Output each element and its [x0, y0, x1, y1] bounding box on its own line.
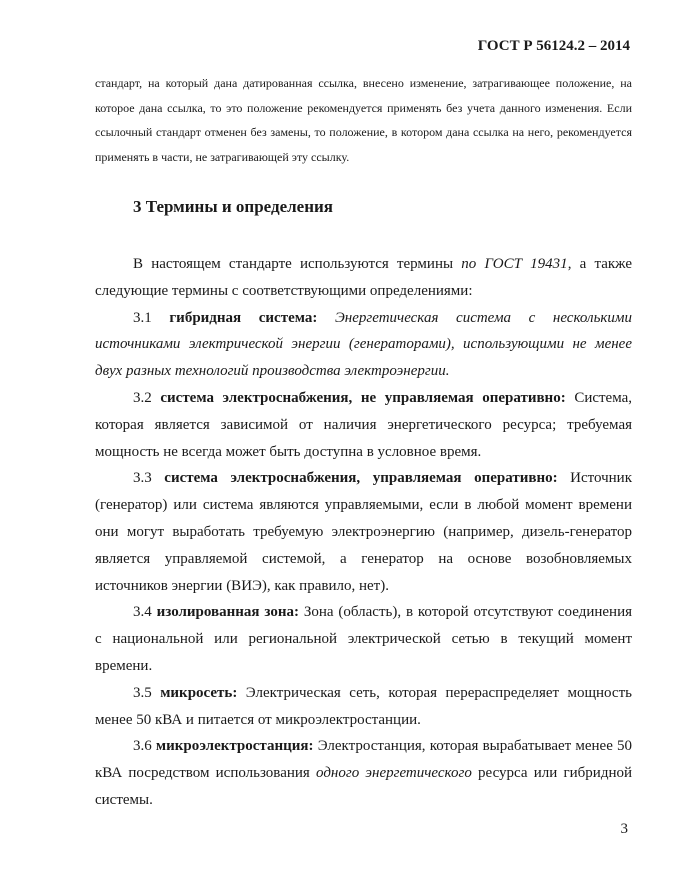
- term-3-4: [95, 599, 632, 679]
- term-number: 3.3: [133, 470, 152, 487]
- term-3-2: [95, 385, 632, 465]
- term-number: 3.4: [133, 604, 152, 621]
- term-name: система электроснабжения, не управляемая оперативно:: [160, 389, 566, 406]
- term-definition: Электрическая сеть, которая перераспределяет мощность менее 50 кВА и питается от микроэлектростанции.: [95, 684, 632, 728]
- term-definition-end: ресурса или гибридной системы.: [95, 765, 633, 808]
- term-number: 3.1: [133, 309, 152, 326]
- term-definition: Источник (генератор) или система являются управляемыми, если в любой момент времени они могут выработать требуемую электроэнергию (например, дизель-генератор является управляемой системой, а генератор на основе возобновляемых источников энергии (ВИЭ), как правило, нет).: [95, 470, 632, 594]
- section-title: 3 Термины и определения: [133, 197, 334, 216]
- term-3-5: [95, 680, 632, 734]
- lead-reference: по ГОСТ 19431: [461, 256, 568, 272]
- intro-paragraph: стандарт, на который дана датированная ссылка, внесено изменение, затрагивающее положение, на которое дана ссылка, то это положение рекомендуется применять без учета данного изменения. Если ссылочный стандарт отменен без замены, то положение, в котором дана ссылка на него, рекомендуется применять в части, не затрагивающей эту ссылку.: [95, 76, 632, 164]
- lead-before: В настоящем стандарте используются термины: [133, 256, 462, 272]
- term-name: гибридная система:: [169, 309, 318, 326]
- term-3-1: [95, 305, 632, 385]
- lead-paragraph: [95, 251, 632, 305]
- standard-number: ГОСТ Р 56124.2: [477, 38, 585, 54]
- term-name: микроэлектростанция:: [155, 738, 314, 755]
- term-number: 3.5: [133, 684, 152, 701]
- term-number: 3.2: [133, 389, 152, 406]
- term-definition-emphasis: одного энергетического: [316, 765, 472, 782]
- page-header: [478, 38, 630, 55]
- term-name: система электроснабжения, управляемая оперативно:: [164, 470, 558, 487]
- term-3-3: [95, 465, 632, 599]
- term-definition: Энергетическая система с несколькими источниками электрической энергии (генераторами), использующими не менее двух разных технологий производства электроэнергии.: [95, 309, 632, 380]
- section-body: [95, 251, 632, 814]
- standard-year: – 2014: [588, 38, 630, 54]
- term-name: микросеть:: [160, 684, 238, 701]
- intro-block: [95, 71, 632, 169]
- term-name: изолированная зона:: [156, 604, 299, 621]
- page-number: 3: [620, 821, 628, 837]
- term-definition: Зона (область), в которой отсутствуют соединения с национальной или региональной электрической сетью в текущий момент времени.: [95, 604, 632, 674]
- term-3-6: [95, 733, 632, 813]
- lead-after: , а также следующие термины с соответствующими определениями:: [95, 256, 632, 299]
- term-definition-start: Электростанция, которая вырабатывает менее 50 кВА посредством использования: [95, 738, 633, 782]
- term-definition: Система, которая является зависимой от наличия энергетического ресурса; требуемая мощность не всегда может быть доступна в условное время.: [95, 389, 633, 460]
- term-number: 3.6: [133, 738, 152, 755]
